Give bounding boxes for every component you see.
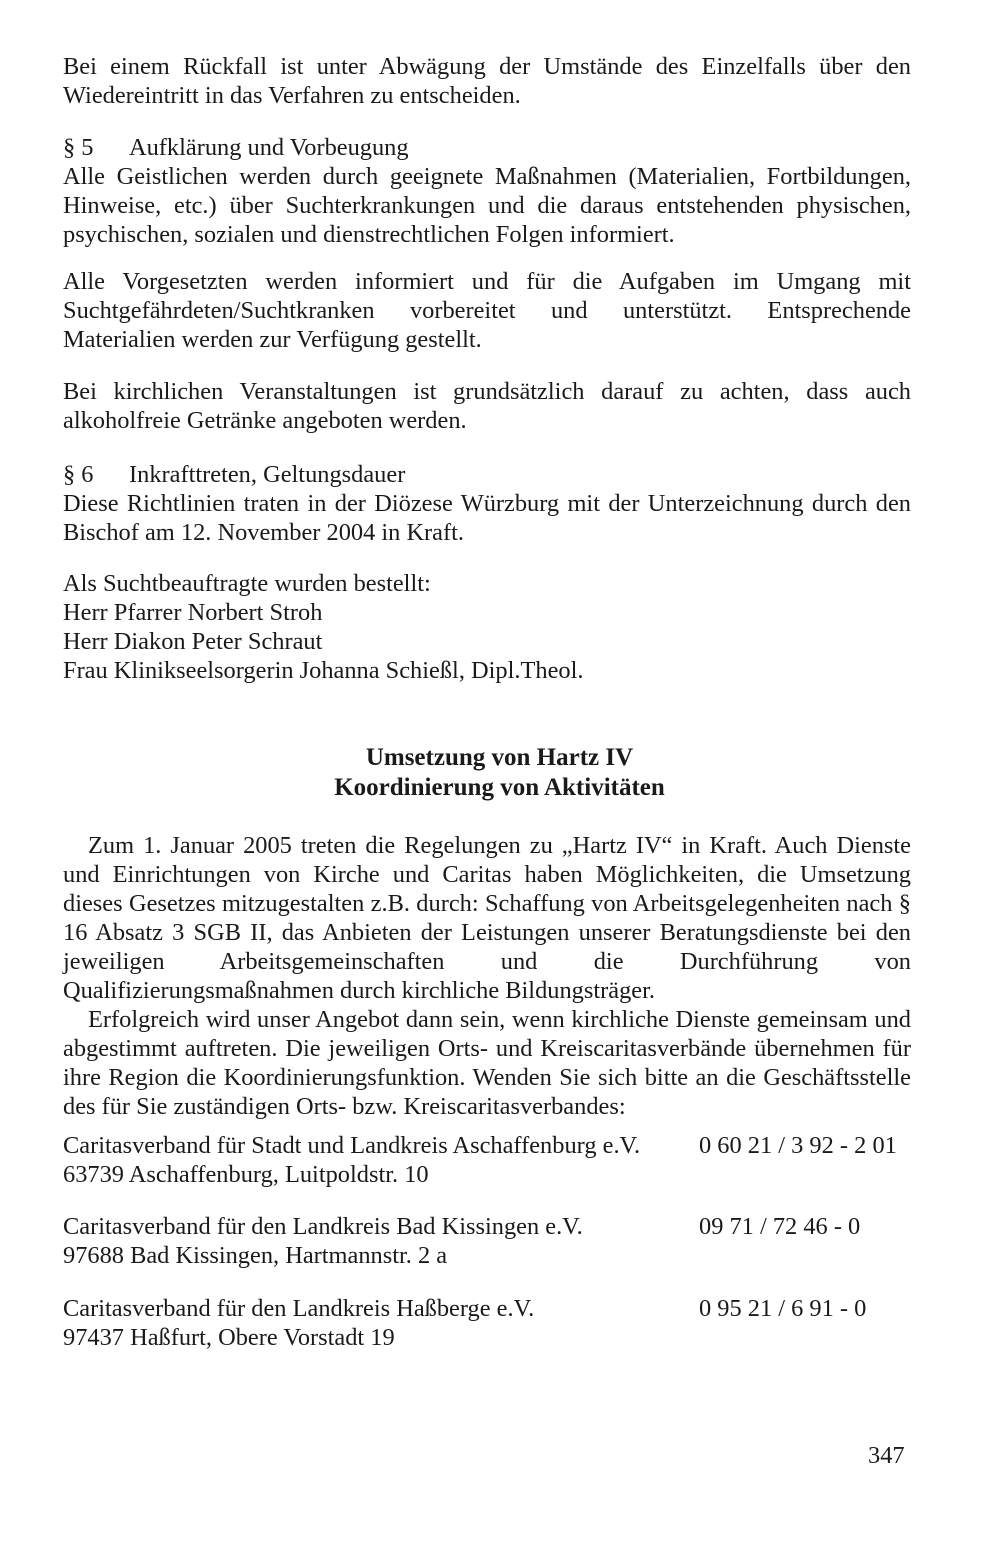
caritas-address: 63739 Aschaffenburg, Luitpoldstr. 10 bbox=[63, 1161, 429, 1188]
hartz-paragraph-1: Zum 1. Januar 2005 treten die Regelungen zu „Hartz IV“ in Kraft. Auch Dienste und Einrichtungen von Kirche und Caritas haben Möglichkeiten, die Umsetzung dieses Gesetzes mitzugestalten z.B. durch: Schaffung von Arbeitsgelegenheiten nach § 16 Absatz 3 SGB II, das Anbieten der Leistungen unserer Beratungsdienste bei den jeweiligen Arbeitsgemeinschaften und die Durchführung von Qualifizierungsmaßnahmen durch kirchliche Bildungsträger. bbox=[63, 832, 911, 1004]
caritas-entry bbox=[63, 1131, 911, 1189]
hartz-paragraph-2: Erfolgreich wird unser Angebot dann sein, wenn kirchliche Dienste gemeinsam und abgestimmt auftreten. Die jeweiligen Orts- und Kreiscaritasverbände übernehmen für ihre Region die Koordinierungsfunktion. Wenden Sie sich bitte an die Geschäftsstelle des für Sie zuständigen Orts- bzw. Kreiscaritasverbandes: bbox=[63, 1006, 911, 1120]
hartz-heading-line1: Umsetzung von Hartz IV bbox=[365, 744, 634, 771]
caritas-name: Caritasverband für Stadt und Landkreis Aschaffenburg e.V. bbox=[63, 1132, 641, 1159]
section-5-title: Aufklärung und Vorbeugung bbox=[129, 134, 409, 161]
appointees-intro: Als Suchtbeauftragte wurden bestellt: bbox=[63, 570, 431, 597]
relapse-block bbox=[63, 52, 911, 110]
section-6-number: § 6 bbox=[63, 461, 94, 488]
hartz-body bbox=[63, 831, 911, 1121]
section-6-heading bbox=[63, 460, 911, 489]
section-5-paragraph: Alle Geistlichen werden durch geeignete Maßnahmen (Materialien, Fortbildungen, Hinweise, etc.) über Suchterkrankungen und die daraus entstehenden physischen, psychischen, sozialen und dienstrechtlichen Folgen informiert. bbox=[63, 163, 911, 248]
section-6 bbox=[63, 460, 911, 547]
caritas-address: 97437 Haßfurt, Obere Vorstadt 19 bbox=[63, 1324, 395, 1351]
section-5-number: § 5 bbox=[63, 134, 94, 161]
section-5-paragraph: Alle Vorgesetzten werden informiert und für die Aufgaben im Umgang mit Suchtgefährdeten/Suchtkranken vorbereitet und unterstützt. Entsprechende Materialien werden zur Verfügung gestellt. bbox=[63, 268, 911, 353]
appointee-name: Herr Diakon Peter Schraut bbox=[63, 628, 323, 655]
appointees-block bbox=[63, 569, 911, 685]
caritas-entry bbox=[63, 1212, 911, 1270]
caritas-name: Caritasverband für den Landkreis Haßberge e.V. bbox=[63, 1295, 535, 1322]
page-number: 347 bbox=[868, 1442, 905, 1469]
caritas-name: Caritasverband für den Landkreis Bad Kissingen e.V. bbox=[63, 1213, 583, 1240]
relapse-paragraph: Bei einem Rückfall ist unter Abwägung der Umstände des Einzelfalls über den Wiedereintritt in das Verfahren zu entscheiden. bbox=[63, 53, 911, 109]
section-5-superiors bbox=[63, 267, 911, 354]
hartz-heading bbox=[63, 743, 936, 803]
section-5-events bbox=[63, 377, 911, 435]
section-6-title: Inkrafttreten, Geltungsdauer bbox=[129, 461, 406, 488]
caritas-phone: 0 60 21 / 3 92 - 2 01 bbox=[699, 1132, 897, 1159]
appointee-name: Frau Klinikseelsorgerin Johanna Schießl, Dipl.Theol. bbox=[63, 657, 584, 684]
section-6-text: Diese Richtlinien traten in der Diözese Würzburg mit der Unterzeichnung durch den Bischof am 12. November 2004 in Kraft. bbox=[63, 490, 911, 546]
section-5-paragraph: Bei kirchlichen Veranstaltungen ist grundsätzlich darauf zu achten, dass auch alkoholfreie Getränke angeboten werden. bbox=[63, 378, 911, 434]
hartz-heading-line2: Koordinierung von Aktivitäten bbox=[334, 774, 665, 801]
caritas-entry bbox=[63, 1294, 911, 1352]
caritas-address: 97688 Bad Kissingen, Hartmannstr. 2 a bbox=[63, 1242, 448, 1269]
appointee-name: Herr Pfarrer Norbert Stroh bbox=[63, 599, 323, 626]
caritas-phone: 0 95 21 / 6 91 - 0 bbox=[699, 1295, 867, 1322]
section-5-heading bbox=[63, 133, 911, 162]
section-5 bbox=[63, 133, 911, 249]
caritas-phone: 09 71 / 72 46 - 0 bbox=[699, 1213, 861, 1240]
